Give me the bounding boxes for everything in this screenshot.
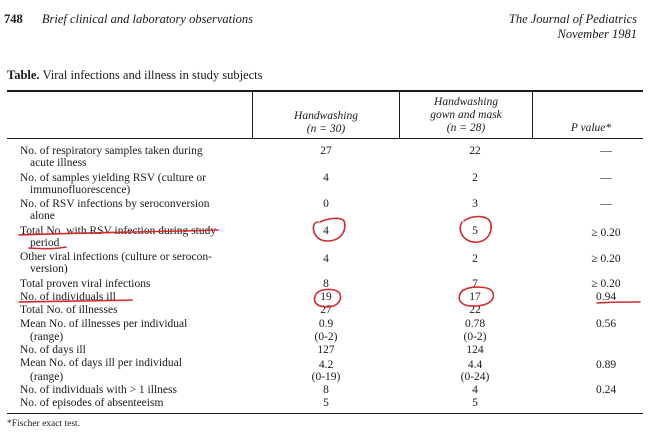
annotation-circle-rsv-gown-mask xyxy=(460,217,491,243)
annotation-circle-rsv-handwashing xyxy=(313,218,345,241)
column-header-p-value: P value* xyxy=(570,122,612,134)
column-header-handwashing: Handwashing (n = 30) xyxy=(294,110,358,135)
annotation-underline-total-rsv xyxy=(19,230,218,235)
table-title: Viral infections and illness in study subjects xyxy=(42,68,263,82)
issue-date: November 1981 xyxy=(557,27,637,41)
annotation-underline-period xyxy=(29,247,66,249)
journal-name: The Journal of Pediatrics xyxy=(508,12,637,26)
annotation-circle-ill-handwashing xyxy=(314,289,340,307)
annotation-underline-individuals-ill xyxy=(19,300,132,302)
annotation-underline-p-value xyxy=(597,302,640,303)
annotation-circle-ill-gown-mask xyxy=(459,287,493,306)
page-number: 748 xyxy=(4,12,23,26)
table-label: Table. xyxy=(7,68,40,82)
table-footnote: *Fischer exact test. xyxy=(7,419,81,429)
section-title: Brief clinical and laboratory observations xyxy=(41,12,253,26)
column-header-gown-mask: Handwashing gown and mask (n = 28) xyxy=(430,96,502,134)
